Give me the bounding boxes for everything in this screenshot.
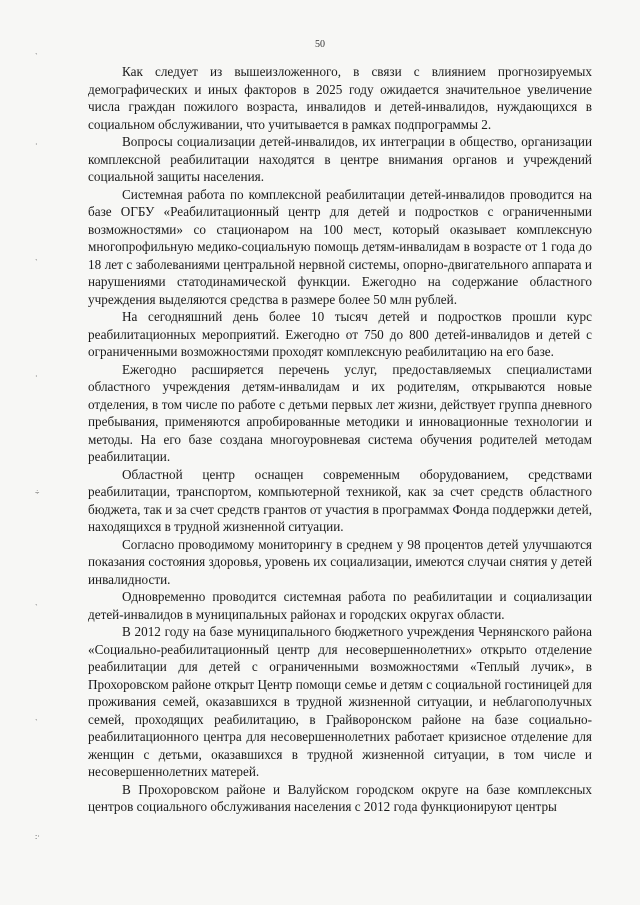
scan-mark: · <box>35 372 38 381</box>
scan-mark: ˋ <box>35 718 38 727</box>
paragraph: Областной центр оснащен современным оборудованием, средствами реабилитации, транспортом, компьютерной техникой, как за счет средств областного бюджета, так и за счет средств грантов от участия в программах Фонда поддержки детей, находящихся в трудной жизненной ситуации. <box>88 466 592 534</box>
document-body <box>88 63 592 816</box>
paragraph: Вопросы социализации детей-инвалидов, их интеграции в общество, организации комплексной реабилитации находятся в центре внимания органов и учреждений социальной защиты населения. <box>88 134 592 184</box>
paragraph: Согласно проводимому мониторингу в среднем у 98 процентов детей улучшаются показания состояния здоровья, уровень их социализации, имеются случаи снятия у детей инвалидности. <box>88 536 592 587</box>
scan-mark: :· <box>35 832 40 841</box>
scan-mark: ˋ <box>35 52 38 61</box>
paragraph: Как следует из вышеизложенного, в связи с влиянием прогнозируемых демографических и иных факторов в 2025 году ожидается значительное увеличение числа граждан пожилого возраста, инвалидов и детей-инвалидов, нуждающихся в социальном обслуживании, что учитывается в рамках подпрограммы 2. <box>88 64 592 132</box>
paragraph: Ежегодно расширяется перечень услуг, предоставляемых специалистами областного учреждения детям-инвалидам и их родителям, открываются новые отделения, в том числе по работе с детьми первых лет жизни, действует группа дневного пребывания, применяются апробированные методики и инновационные технологии и методы. На его базе создана многоуровневая система обучения родителей методам реабилитации. <box>88 361 592 464</box>
paragraph: В 2012 году на базе муниципального бюджетного учреждения Чернянского района «Социально-реабилитационный центр для несовершеннолетних» открыто отделение реабилитации для детей с ограниченными возможностями «Теплый лучик», в Прохоровском районе открыт Центр помощи семье и детям с социальной гостиницей для проживания семей, оказавшихся в трудной жизненной ситуации, и неблагополучных семей, проходящих реабилитацию, в Грайворонском районе на базе социально-реабилитационного центра для несовершеннолетних работает кризисное отделение для женщин с детьми, оказавшихся в трудной жизненной ситуации, в том числе и несовершеннолетних матерей. <box>88 624 592 779</box>
paragraph: На сегодняшний день более 10 тысяч детей и подростков прошли курс реабилитационных мероприятий. Ежегодно от 750 до 800 детей-инвалидов и детей с ограниченными возможностями проходят комплексную реабилитацию на его базе. <box>88 309 592 359</box>
paragraph: В Прохоровском районе и Валуйском городском округе на базе комплексных центров социального обслуживания населения с 2012 года функционируют центры <box>88 781 592 814</box>
scan-mark: ˋ <box>35 603 38 612</box>
scan-mark: · <box>35 140 38 149</box>
scan-mark: ÷ <box>35 488 40 497</box>
paragraph: Одновременно проводится системная работа по реабилитации и социализации детей-инвалидов в муниципальных районах и городских округах области. <box>88 589 592 622</box>
page-number: 50 <box>315 39 325 50</box>
paragraph: Системная работа по комплексной реабилитации детей-инвалидов проводится на базе ОГБУ «Реабилитационный центр для детей и подростков с ограниченными возможностями» со стационаром на 100 мест, который оказывает комплексную многопрофильную медико-социальную помощь детям-инвалидам в возрасте от 1 года до 18 лет с заболеваниями центральной нервной системы, опорно-двигательного аппарата и нарушениями статодинамической функции. Ежегодно на содержание областного учреждения выделяются средства в размере более 50 млн рублей. <box>88 186 592 307</box>
scan-mark: ˋ <box>35 258 38 267</box>
